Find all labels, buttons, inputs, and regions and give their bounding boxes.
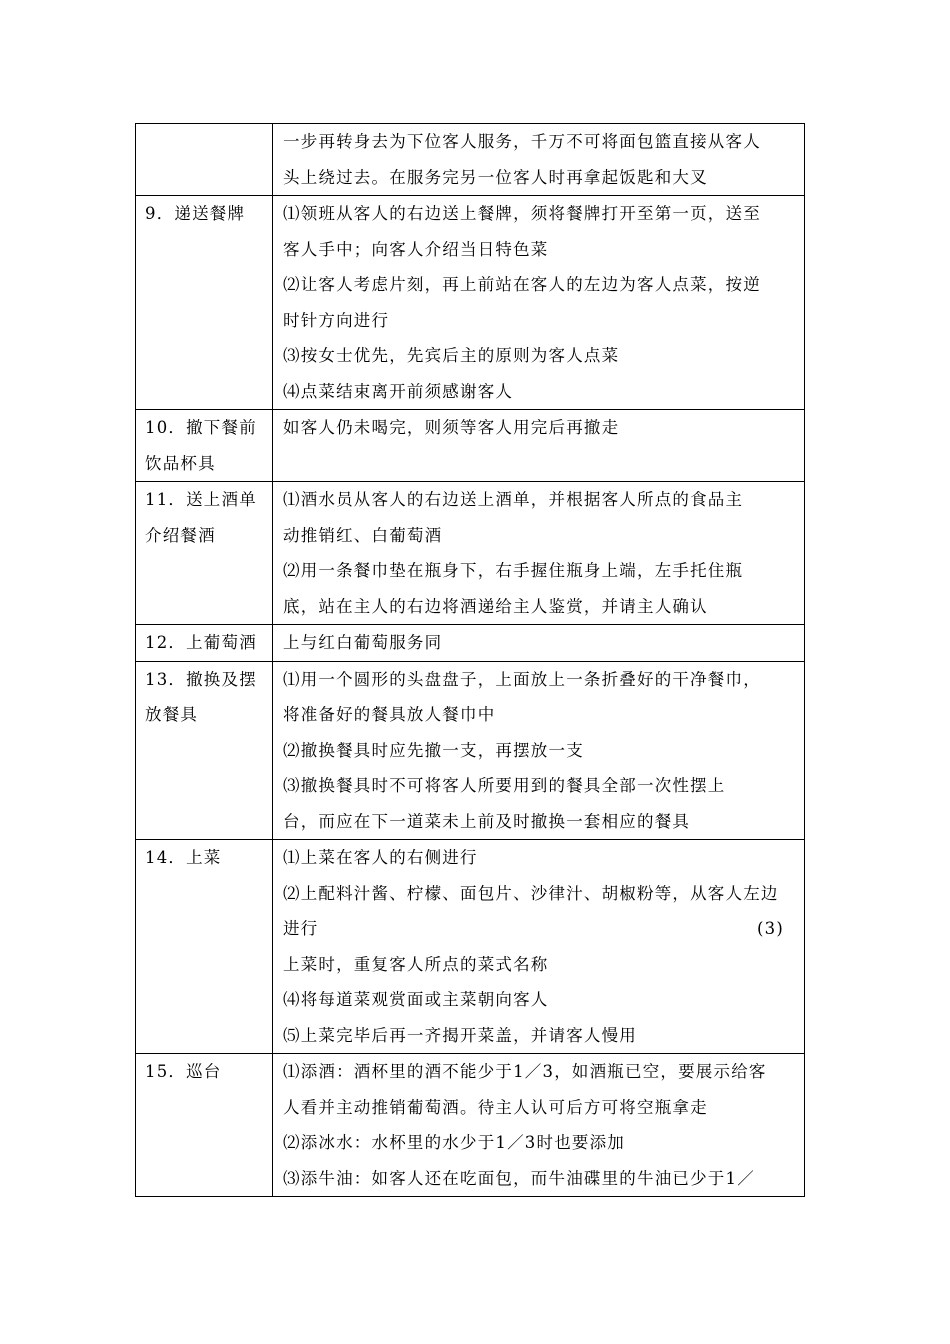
description-line: 将准备好的餐具放人餐巾中 [283, 705, 496, 724]
step-label: 15．巡台 [145, 1062, 222, 1081]
table-row [136, 661, 805, 840]
step-cell [136, 1054, 273, 1197]
table-row [136, 124, 805, 196]
table-row [136, 482, 805, 625]
description-line [283, 911, 800, 947]
description-line: 时针方向进行 [283, 310, 390, 330]
step-cell [136, 410, 273, 482]
step-label: 14．上菜 [145, 848, 222, 867]
step-label: 饮品杯具 [145, 453, 216, 473]
description-line: 人看并主动推销葡萄酒。待主人认可后方可将空瓶拿走 [283, 1097, 708, 1117]
description-line: 客人手中；向客人介绍当日特色菜 [283, 239, 549, 259]
description-line: ⑷点菜结束离开前须感谢客人 [283, 381, 514, 401]
description-line: ⑵添冰水：水杯里的水少于1／3时也要添加 [283, 1133, 625, 1152]
description-line: 底，站在主人的右边将酒递给主人鉴赏，并请主人确认 [283, 596, 708, 616]
description-line: ⑴上菜在客人的右侧进行 [283, 848, 478, 867]
description-cell [273, 196, 805, 410]
description-line: 上与红白葡萄服务同 [283, 633, 443, 652]
step-label: 13．撤换及摆 [145, 669, 257, 689]
step-cell [136, 661, 273, 840]
description-line: ⑵让客人考虑片刻，再上前站在客人的左边为客人点菜，按逆 [283, 275, 761, 294]
description-line: 动推销红、白葡萄酒 [283, 525, 443, 545]
description-text: 进行 [283, 919, 319, 938]
description-line: ⑵用一条餐巾垫在瓶身下，右手握住瓶身上端，左手托住瓶 [283, 561, 744, 580]
item-number-marker: (3) [757, 919, 784, 938]
step-cell [136, 196, 273, 410]
description-line: ⑶添牛油：如客人还在吃面包，而牛油碟里的牛油已少于1／ [283, 1168, 755, 1188]
description-cell [273, 661, 805, 840]
step-cell [136, 625, 273, 662]
step-label [145, 124, 266, 160]
description-cell [273, 625, 805, 662]
description-line: 如客人仍未喝完，则须等客人用完后再撤走 [283, 418, 620, 437]
description-line: 一步再转身去为下位客人服务，千万不可将面包篮直接从客人 [283, 132, 761, 151]
step-label: 11．送上酒单 [145, 490, 257, 509]
description-line: ⑵撤换餐具时应先撤一支，再摆放一支 [283, 740, 584, 760]
description-cell [273, 410, 805, 482]
service-procedure-table [135, 123, 805, 1197]
description-line: ⑴领班从客人的右边送上餐牌，须将餐牌打开至第一页，送至 [283, 204, 761, 223]
table-row [136, 625, 805, 662]
description-line: ⑷将每道菜观赏面或主菜朝向客人 [283, 990, 549, 1009]
description-line: ⑴酒水员从客人的右边送上酒单，并根据客人所点的食品主 [283, 490, 744, 509]
step-cell [136, 482, 273, 625]
description-cell [273, 1054, 805, 1197]
description-cell [273, 124, 805, 196]
step-cell [136, 840, 273, 1054]
description-line: ⑴添酒：酒杯里的酒不能少于1／3，如酒瓶已空，要展示给客 [283, 1062, 767, 1081]
description-line: ⑴用一个圆形的头盘盘子，上面放上一条折叠好的干净餐巾， [283, 669, 761, 689]
step-label: 12．上葡萄酒 [145, 633, 257, 652]
table-row [136, 1054, 805, 1197]
description-line: 台，而应在下一道菜未上前及时撤换一套相应的餐具 [283, 811, 691, 831]
step-label: 介绍餐酒 [145, 525, 216, 545]
description-line: ⑶撤换餐具时不可将客人所要用到的餐具全部一次性摆上 [283, 776, 726, 795]
table-row [136, 196, 805, 410]
description-line: 头上绕过去。在服务完另一位客人时再拿起饭匙和大叉 [283, 167, 708, 187]
description-line: 上菜时，重复客人所点的菜式名称 [283, 954, 549, 974]
description-line: ⑵上配料汁酱、柠檬、面包片、沙律汁、胡椒粉等，从客人左边 [283, 883, 779, 903]
step-label: 10．撤下餐前 [145, 418, 257, 437]
description-line: ⑶按女士优先，先宾后主的原则为客人点菜 [283, 346, 620, 365]
step-label: 放餐具 [145, 705, 199, 724]
description-cell [273, 482, 805, 625]
table-row [136, 840, 805, 1054]
description-line: ⑸上菜完毕后再一齐揭开菜盖，并请客人慢用 [283, 1025, 637, 1045]
description-cell [273, 840, 805, 1054]
step-cell [136, 124, 273, 196]
step-label: 9．递送餐牌 [145, 204, 246, 223]
table-row [136, 410, 805, 482]
